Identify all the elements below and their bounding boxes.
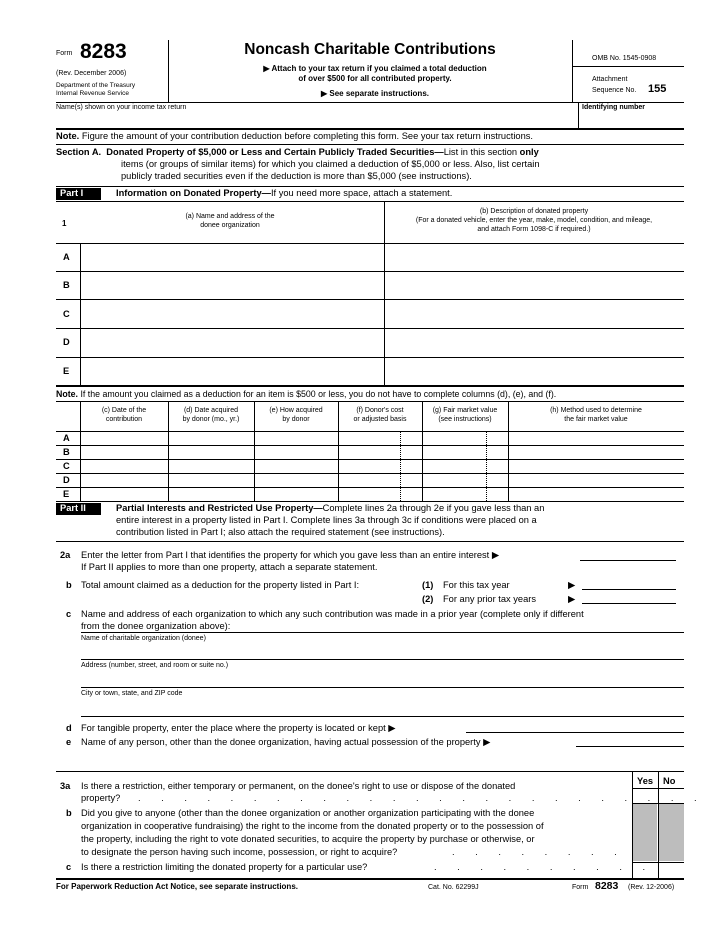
row2-b-label: B	[63, 447, 70, 457]
line-3a-text: Is there a restriction, either temporary or permanent, on the donee's right to use or dispose of the donated	[81, 781, 516, 791]
form-word: Form	[56, 50, 73, 57]
dot-leader: . . . . . . . . . .	[434, 862, 655, 872]
line-3a-number: 3a	[60, 781, 71, 791]
col-a-header: (a) Name and address of the donee organization	[185, 213, 275, 229]
see-instructions: ▶ See separate instructions.	[321, 89, 429, 98]
sequence-number: 155	[648, 83, 667, 95]
attach-note-2: of over $500 for all contributed property.	[298, 74, 452, 83]
revision-date: (Rev. December 2006)	[56, 70, 127, 77]
part-1-heading: Information on Donated Property—If you need more space, attach a statement.	[116, 188, 453, 198]
line-2a-number: 2a	[60, 550, 71, 560]
donee-name-field[interactable]	[81, 644, 684, 658]
line-3b-text-2: organization in cooperative fundraising) the right to the income from the donated property or to the possession of	[81, 821, 544, 831]
omb-number: OMB No. 1545-0908	[592, 55, 657, 62]
line-3b-number: b	[66, 808, 72, 818]
dot-leader: . . . . . . . . . . . . . . . . . . . . . . . . .	[138, 793, 706, 803]
line-3b-text-3: the property, including the right to vote donated securities, to acquire the property by purchase or otherwise, or	[81, 834, 535, 844]
section-a-line-3: publicly traded securities even if the deduction is more than $5,000 (see instructions).	[121, 171, 472, 181]
form-number: 8283	[80, 40, 127, 63]
no-header: No	[663, 776, 676, 786]
part-2-tag: Part II	[56, 503, 101, 515]
city-state-zip-label: City or town, state, and ZIP code	[81, 690, 183, 697]
row-b-description-cell[interactable]	[385, 272, 683, 298]
col-g-header: (g) Fair market value (see instructions)	[432, 407, 498, 423]
catalog-number: Cat. No. 62299J	[428, 884, 479, 891]
line-3c-no-box[interactable]	[659, 863, 684, 877]
attachment-label: Attachment	[592, 76, 628, 83]
line-2e-field[interactable]	[576, 746, 684, 747]
yes-header: Yes	[637, 776, 654, 786]
col-b-header: (b) Description of donated property (For a donated vehicle, enter the year, make, model, condition, and mileage, and attach Form 1098-C if required.)	[415, 208, 653, 233]
line-2d-field[interactable]	[466, 732, 684, 733]
line-2b-option-1-text: For this tax year	[443, 580, 510, 590]
section-a-heading: Section A. Donated Property of $5,000 or Less and Certain Publicly Traded Securities—List in this section only	[56, 147, 539, 157]
col-f-header: (f) Donor's cost or adjusted basis	[353, 407, 407, 423]
city-state-zip-field[interactable]	[81, 700, 684, 714]
row-d-label: D	[63, 337, 70, 347]
no-shaded-cell	[659, 804, 684, 861]
row-e-donee-cell[interactable]	[81, 358, 383, 384]
row-b-donee-cell[interactable]	[81, 272, 383, 298]
line-2e-number: e	[66, 737, 72, 747]
row-c-label: C	[63, 309, 70, 319]
row2-e-label: E	[63, 489, 70, 499]
names-label: Name(s) shown on your income tax return	[56, 104, 187, 111]
line-2c-number: c	[66, 609, 72, 619]
line-2b-option-2-number: (2)	[422, 594, 434, 604]
line-3c-number: c	[66, 862, 72, 872]
row-a-label: A	[63, 252, 70, 262]
note-500-or-less: Note. If the amount you claimed as a deduction for an item is $500 or less, you do not have to complete columns (d), (e), and (f).	[56, 389, 557, 399]
line-1-label: 1	[62, 219, 67, 228]
row-b-label: B	[63, 280, 70, 290]
row-a-description-cell[interactable]	[385, 244, 683, 270]
footer-notice: For Paperwork Reduction Act Notice, see separate instructions.	[56, 882, 298, 891]
line-2b2-field[interactable]	[582, 603, 676, 604]
line-3a-text-2: property?	[81, 793, 121, 803]
section-a-line-2: items (or groups of similar items) for which you claimed a deduction of $5,000 or less. Also, list certain	[121, 159, 540, 169]
line-2e-text: Name of any person, other than the donee organization, having actual possession of the property ▶	[81, 737, 491, 747]
line-2b-option-2-text: For any prior tax years	[443, 594, 537, 604]
part-2-line-3: contribution listed in Part I; also attach the required statement (see instructions).	[116, 527, 445, 537]
row-d-donee-cell[interactable]	[81, 329, 383, 356]
row-e-description-cell[interactable]	[385, 358, 683, 384]
sequence-label: Sequence No.	[592, 87, 637, 94]
row-c-description-cell[interactable]	[385, 300, 683, 327]
donee-name-label: Name of charitable organization (donee)	[81, 635, 206, 642]
line-2b1-field[interactable]	[582, 589, 676, 590]
dot-leader: . . . . . . . .	[452, 847, 626, 857]
row2-d-label: D	[63, 475, 70, 485]
line-2c-text-2: from the donee organization above):	[81, 621, 231, 631]
col-h-header: (h) Method used to determine the fair market value	[550, 407, 642, 423]
part-1-tag: Part I	[56, 188, 101, 200]
row-e-label: E	[63, 366, 70, 376]
line-3b-text-1: Did you give to anyone (other than the donee organization or another organization participating with the donee	[81, 808, 535, 818]
arrow-icon: ▶	[568, 580, 576, 590]
form-title: Noncash Charitable Contributions	[244, 41, 496, 58]
line-2c-text: Name and address of each organization to which any such contribution was made in a prior year (complete only if different	[81, 609, 584, 619]
line-2d-text: For tangible property, enter the place where the property is located or kept ▶	[81, 723, 396, 733]
part-2-line-2: entire interest in a property listed in Part I. Complete lines 3a through 3c if conditions were placed on a	[116, 515, 537, 525]
line-3c-text: Is there a restriction limiting the donated property for a particular use?	[81, 862, 368, 872]
identifying-number-label: Identifying number	[582, 104, 645, 111]
row2-c-label: C	[63, 461, 70, 471]
department: Department of the Treasury	[56, 82, 136, 89]
line-3b-text-4: to designate the person having such income, possession, or right to acquire?	[81, 847, 398, 857]
line-2d-number: d	[66, 723, 72, 733]
row-a-donee-cell[interactable]	[81, 244, 383, 270]
line-2a-field[interactable]	[580, 560, 676, 561]
col-c-header: (c) Date of the contribution	[101, 407, 147, 423]
note-deduction: Note. Figure the amount of your contribution deduction before completing this form. See your tax return instructions.	[56, 131, 533, 141]
yes-shaded-cell	[633, 804, 657, 861]
line-2b-text: Total amount claimed as a deduction for the property listed in Part I:	[81, 580, 360, 590]
footer-form-word: Form	[572, 884, 589, 891]
col-d-header: (d) Date acquired by donor (mo., yr.)	[182, 407, 240, 423]
footer-revision: (Rev. 12-2006)	[628, 884, 675, 891]
line-2a-text: Enter the letter from Part I that identifies the property for which you gave less than an entire interest ▶	[81, 550, 499, 560]
address-field[interactable]	[81, 672, 684, 686]
footer-form-number: 8283	[595, 880, 619, 892]
address-label: Address (number, street, and room or suite no.)	[81, 662, 229, 669]
row-d-description-cell[interactable]	[385, 329, 683, 356]
line-2b-number: b	[66, 580, 72, 590]
attach-note-1: ▶ Attach to your tax return if you claimed a total deduction	[263, 64, 487, 73]
line-2b-option-1-number: (1)	[422, 580, 434, 590]
part-2-heading: Partial Interests and Restricted Use Property—Complete lines 2a through 2e if you gave less than an	[116, 503, 545, 513]
row2-a-label: A	[63, 433, 70, 443]
agency: Internal Revenue Service	[56, 90, 129, 97]
arrow-icon: ▶	[568, 594, 576, 604]
row-c-donee-cell[interactable]	[81, 300, 383, 327]
col-e-header: (e) How acquired by donor	[269, 407, 323, 423]
line-2a-note: If Part II applies to more than one property, attach a separate statement.	[81, 562, 378, 572]
